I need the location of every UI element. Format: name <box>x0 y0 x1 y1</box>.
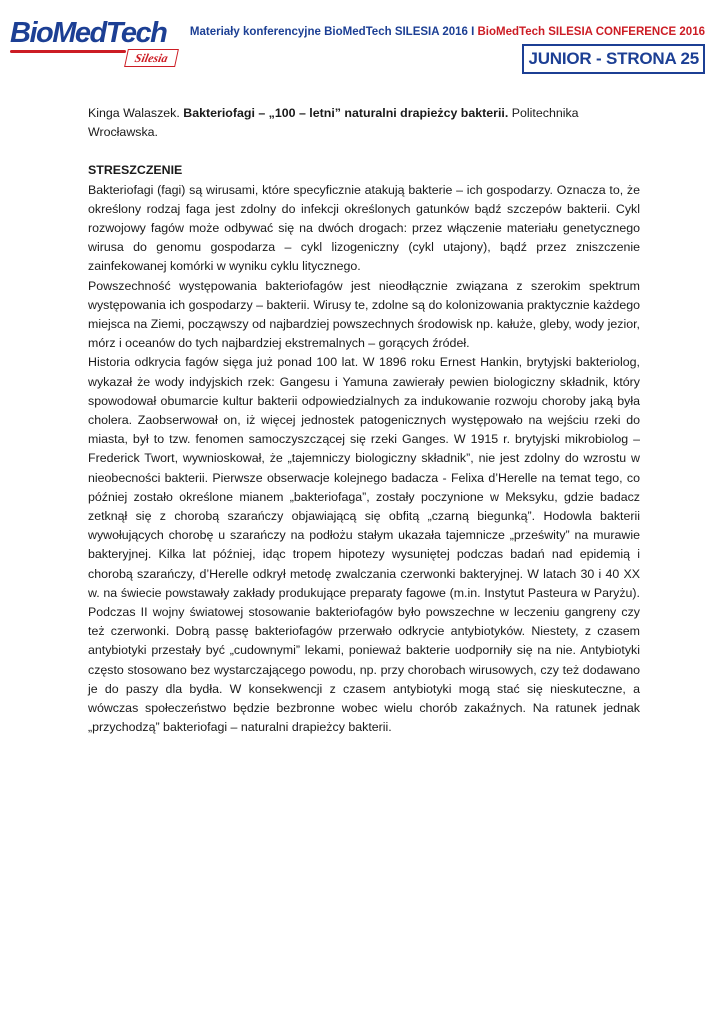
section-heading: STRESZCZENIE <box>88 163 183 178</box>
institution: Politechnika Wrocławska. <box>88 106 579 140</box>
logo-swoosh-line <box>10 50 126 53</box>
article-body <box>88 104 640 738</box>
conference-title-pl: Materiały konferencyjne BioMedTech SILESIA 2016 <box>189 26 468 38</box>
paragraph: Historia odkrycia fagów sięga już ponad 100 lat. W 1896 roku Ernest Hankin, brytyjski bakteriolog, wykazał że wody indyjskich rzek: Gangesu i Yamuna zawierały pewien biologiczny składnik, który spowodował obumarcie kultur bakterii odpowiedzialnych za indukowanie rozwoju choroby jaką była cholera. Zaobserwował on, iż więcej jednostek patogenicznych występowało na wejściu rzeki do miasta, był to tzw. fenomen samoczyszczącej się rzeki Ganges. W 1915 r. brytyjski mikrobiolog – Frederick Twort, wywnioskował, że „tajemniczy biologiczny składnik”, nie jest zdolny do wzrostu w nieobecności bakterii. Pierwsze obserwacje kolejnego badacza - Felixa d’Herelle na temat tego, co później zostało określone mianem „bakteriofaga”, zostały poczynione w Meksyku, gdzie badacz zetknął się z chorobą szarańczy objawiającą się obfitą „czarną biegunką”. Hodowla bakterii wywołujących chorobę u szarańczy na podłożu stałym ukazała tajemnicze „prześwity” na murawie bakteryjnej. Kilka lat później, idąc tropem hipotezy wysuniętej podczas badań nad epidemią i chorobą szarańczy, d’Herelle odkrył metodę zwalczania czerwonki bakteryjnej. W latach 30 i 40 XX w. na świecie powstawały zakłady produkujące preparaty fagowe (m.in. Instytut Pasteura w Paryżu). Podczas II wojny światowej stosowanie bakteriofagów było powszechne w leczeniu gangreny czy też czerwonki. Dobrą passę bakteriofagów przerwało odkrycie antybiotyków. Niestety, z czasem antybiotyki przestały być „cudownymi” lekami, ponieważ bakterie uodporniły się na nie. Antybiotyki często stosowano bez wystarczającego powodu, np. przy chorobach wirusowych, czy też dodawano je do paszy dla bydła. W konsekwencji z czasem antybiotyki mogą stać się nieskuteczne, a wówczas społeczeństwo będzie bezbronne wobec wielu chorób zakaźnych. Na ratunek jednak „przychodzą” bakteriofagi – naturalni drapieżcy bakterii. <box>88 355 640 735</box>
paragraph: Powszechność występowania bakteriofagów jest nieodłącznie związana z szerokim spektrum występowania ich gospodarzy – bakterii. Wirusy te, zdolne są do kolonizowania praktycznie każdego miejsca na Ziemi, począwszy od najbardziej powszechnych środowisk np. kałuże, gleby, wody jezior, mórz i oceanów do tych najbardziej ekstremalnych – gorących źródeł. <box>88 278 640 351</box>
author-line <box>88 104 640 142</box>
logo-silesia-tag: Silesia <box>124 49 178 67</box>
page-header <box>0 0 725 80</box>
conference-separator: I <box>467 26 478 38</box>
conference-title-en: BioMedTech SILESIA CONFERENCE 2016 <box>477 26 705 38</box>
paragraph: Bakteriofagi (fagi) są wirusami, które specyficznie atakują bakterie – ich gospodarzy. Oznacza to, że określony rodzaj faga jest zdolny do infekcji określonych gatunków bądź szczepów bakterii. Cykl rozwojowy fagów może odbywać się na dwóch drogach: przez włączenie materiału genetycznego wirusa do genomu gospodarza – cykl lizogeniczny (cykl utajony), bądź przez zniszczenie zainfekowanej komórki w wyniku cyklu litycznego. <box>88 182 640 274</box>
page-label: JUNIOR - STRONA 25 <box>528 49 699 68</box>
author-name: Kinga Walaszek. <box>88 106 180 120</box>
biomedtech-logo <box>10 16 182 70</box>
logo-wordmark: BioMedTech <box>10 17 167 49</box>
page-label-box <box>522 44 705 74</box>
article-title: Bakteriofagi – „100 – letni” naturalni drapieżcy bakterii. <box>183 106 509 120</box>
conference-line <box>190 26 705 38</box>
